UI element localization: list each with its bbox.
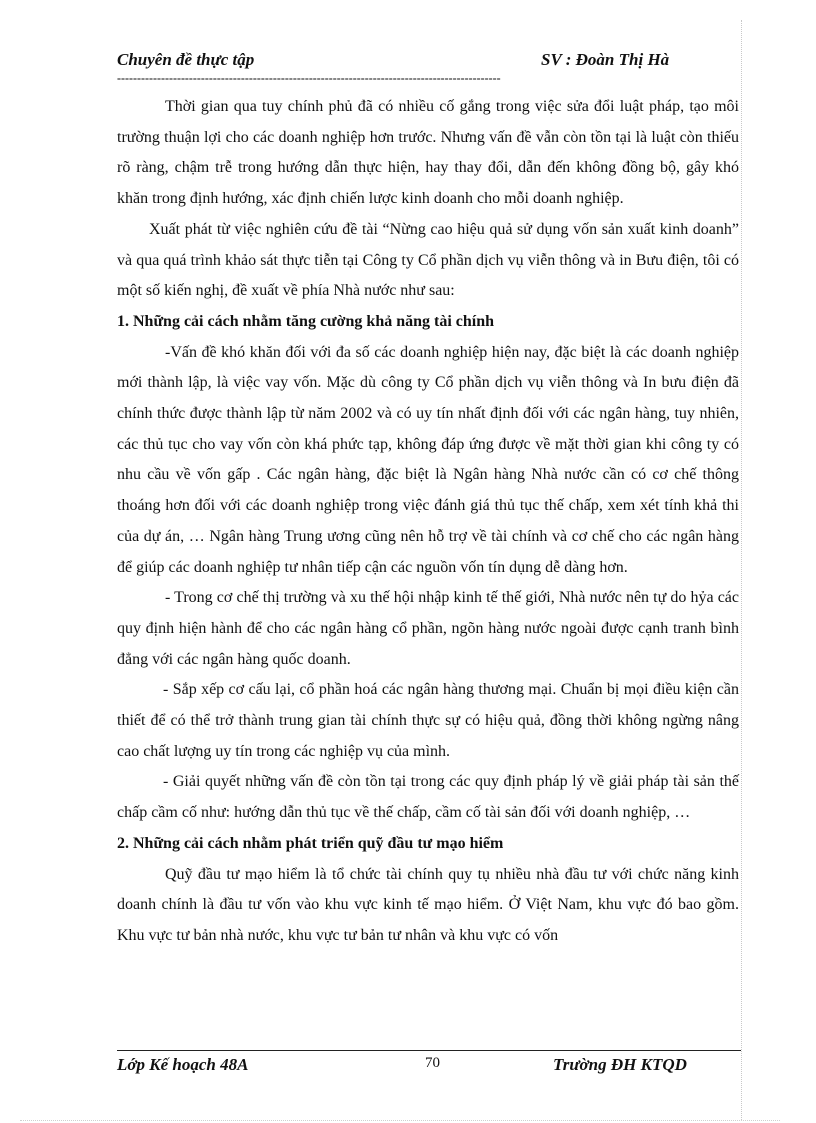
paragraph-liberalization: - Trong cơ chế thị trường và xu thế hội nhập kinh tế thế giới, Nhà nước nên tự do hỷa các quy định hiện hành để cho các ngân hàng cổ phần, ngõn hàng nước ngoài được cạnh tranh bình đẳng với các ngân hàng quốc doanh. bbox=[117, 589, 739, 668]
document-body bbox=[117, 92, 739, 952]
page-footer bbox=[117, 1055, 741, 1077]
page-right-edge bbox=[741, 20, 742, 1120]
paragraph-venture-fund: Quỹ đầu tư mạo hiểm là tổ chức tài chính quy tụ nhiều nhà đầu tư với chức năng kinh doanh chính là đầu tư vốn vào khu vực kinh tế mạo hiểm. Ở Việt Nam, khu vực đó bao gồm. Khu vực tư bản nhà nước, khu vực tư bản tư nhân và khu vực có vốn bbox=[117, 865, 739, 944]
paragraph-restructuring: - Sắp xếp cơ cấu lại, cổ phần hoá các ngân hàng thương mại. Chuẩn bị mọi điều kiện cần thiết để có thể trở thành trung gian tài chính thực sự có hiệu quả, đồng thời không ngừng nâng cao chất lượng uy tín trong các nghiệp vụ của mình. bbox=[117, 681, 739, 760]
header-course-title: Chuyên đề thực tập bbox=[117, 50, 255, 69]
footer-class-name: Lớp Kế hoạch 48A bbox=[117, 1055, 249, 1074]
section-heading-venture-fund: 2. Những cải cách nhằm phát triển quỹ đầu tư mạo hiểm bbox=[117, 834, 504, 852]
header-dashed-rule: ------------------------------------------------------------------------------------------------ bbox=[117, 72, 501, 84]
page-header bbox=[117, 50, 687, 72]
footer-rule bbox=[117, 1050, 741, 1051]
page-number: 70 bbox=[425, 1055, 440, 1071]
section-heading-finance: 1. Những cải cách nhằm tăng cường khả năng tài chính bbox=[117, 312, 495, 330]
page-bottom-edge bbox=[20, 1120, 780, 1121]
paragraph-recommendations-lead: Xuất phát từ việc nghiên cứu đề tài “Nừng cao hiệu quả sử dụng vốn sản xuất kinh doanh” và qua quá trình khảo sát thực tiễn tại Công ty Cổ phần dịch vụ viễn thông và in Bưu điện, tôi có một số kiến nghị, đề xuất về phía Nhà nước như sau: bbox=[117, 220, 739, 300]
paragraph-intro: Thời gian qua tuy chính phủ đã có nhiều cố gắng trong việc sửa đổi luật pháp, tạo môi trường thuận lợi cho các doanh nghiệp hơn trước. Nhưng vấn đề vẫn còn tồn tại là luật còn thiếu rõ ràng, chậm trễ trong hướng dẫn thực hiện, hay thay đổi, dẫn đến không đồng bộ, gây khó khăn trong định hướng, xác định chiến lược kinh doanh cho mỗi doanh nghiệp. bbox=[117, 98, 739, 208]
paragraph-loans: -Vấn đề khó khăn đối với đa số các doanh nghiệp hiện nay, đặc biệt là các doanh nghiệp mới thành lập, là việc vay vốn. Mặc dù công ty Cổ phần dịch vụ viễn thông và In bưu điện đã chính thức được thành lập từ năm 2002 và có uy tín nhất định đối với các ngân hàng, tuy nhiên, các thủ tục cho vay vốn còn khá phức tạp, không đáp ứng được về mặt thời gian khi công ty có nhu cầu về vốn gấp . Các ngân hàng, đặc biệt là Ngân hàng Nhà nước cần có cơ chế thông thoáng hơn đối với các doanh nghiệp trong việc đánh giá thủ tục thế chấp, xem xét tính khả thi của dự án, … Ngân hàng Trung ương cũng nên hỗ trợ về tài chính và cơ chế cho các ngân hàng để giúp các doanh nghiệp tư nhân tiếp cận các nguồn vốn tín dụng dễ dàng hơn. bbox=[117, 343, 739, 576]
footer-university: Trường ĐH KTQD bbox=[553, 1055, 687, 1074]
paragraph-legal-issues: - Giải quyết những vấn đề còn tồn tại trong các quy định pháp lý về giải pháp tài sản thế chấp cầm cố như: hướng dẫn thủ tục về thế chấp, cầm cố tài sản đối với doanh nghiệp, … bbox=[117, 773, 739, 822]
header-student-name: SV : Đoàn Thị Hà bbox=[541, 50, 670, 69]
